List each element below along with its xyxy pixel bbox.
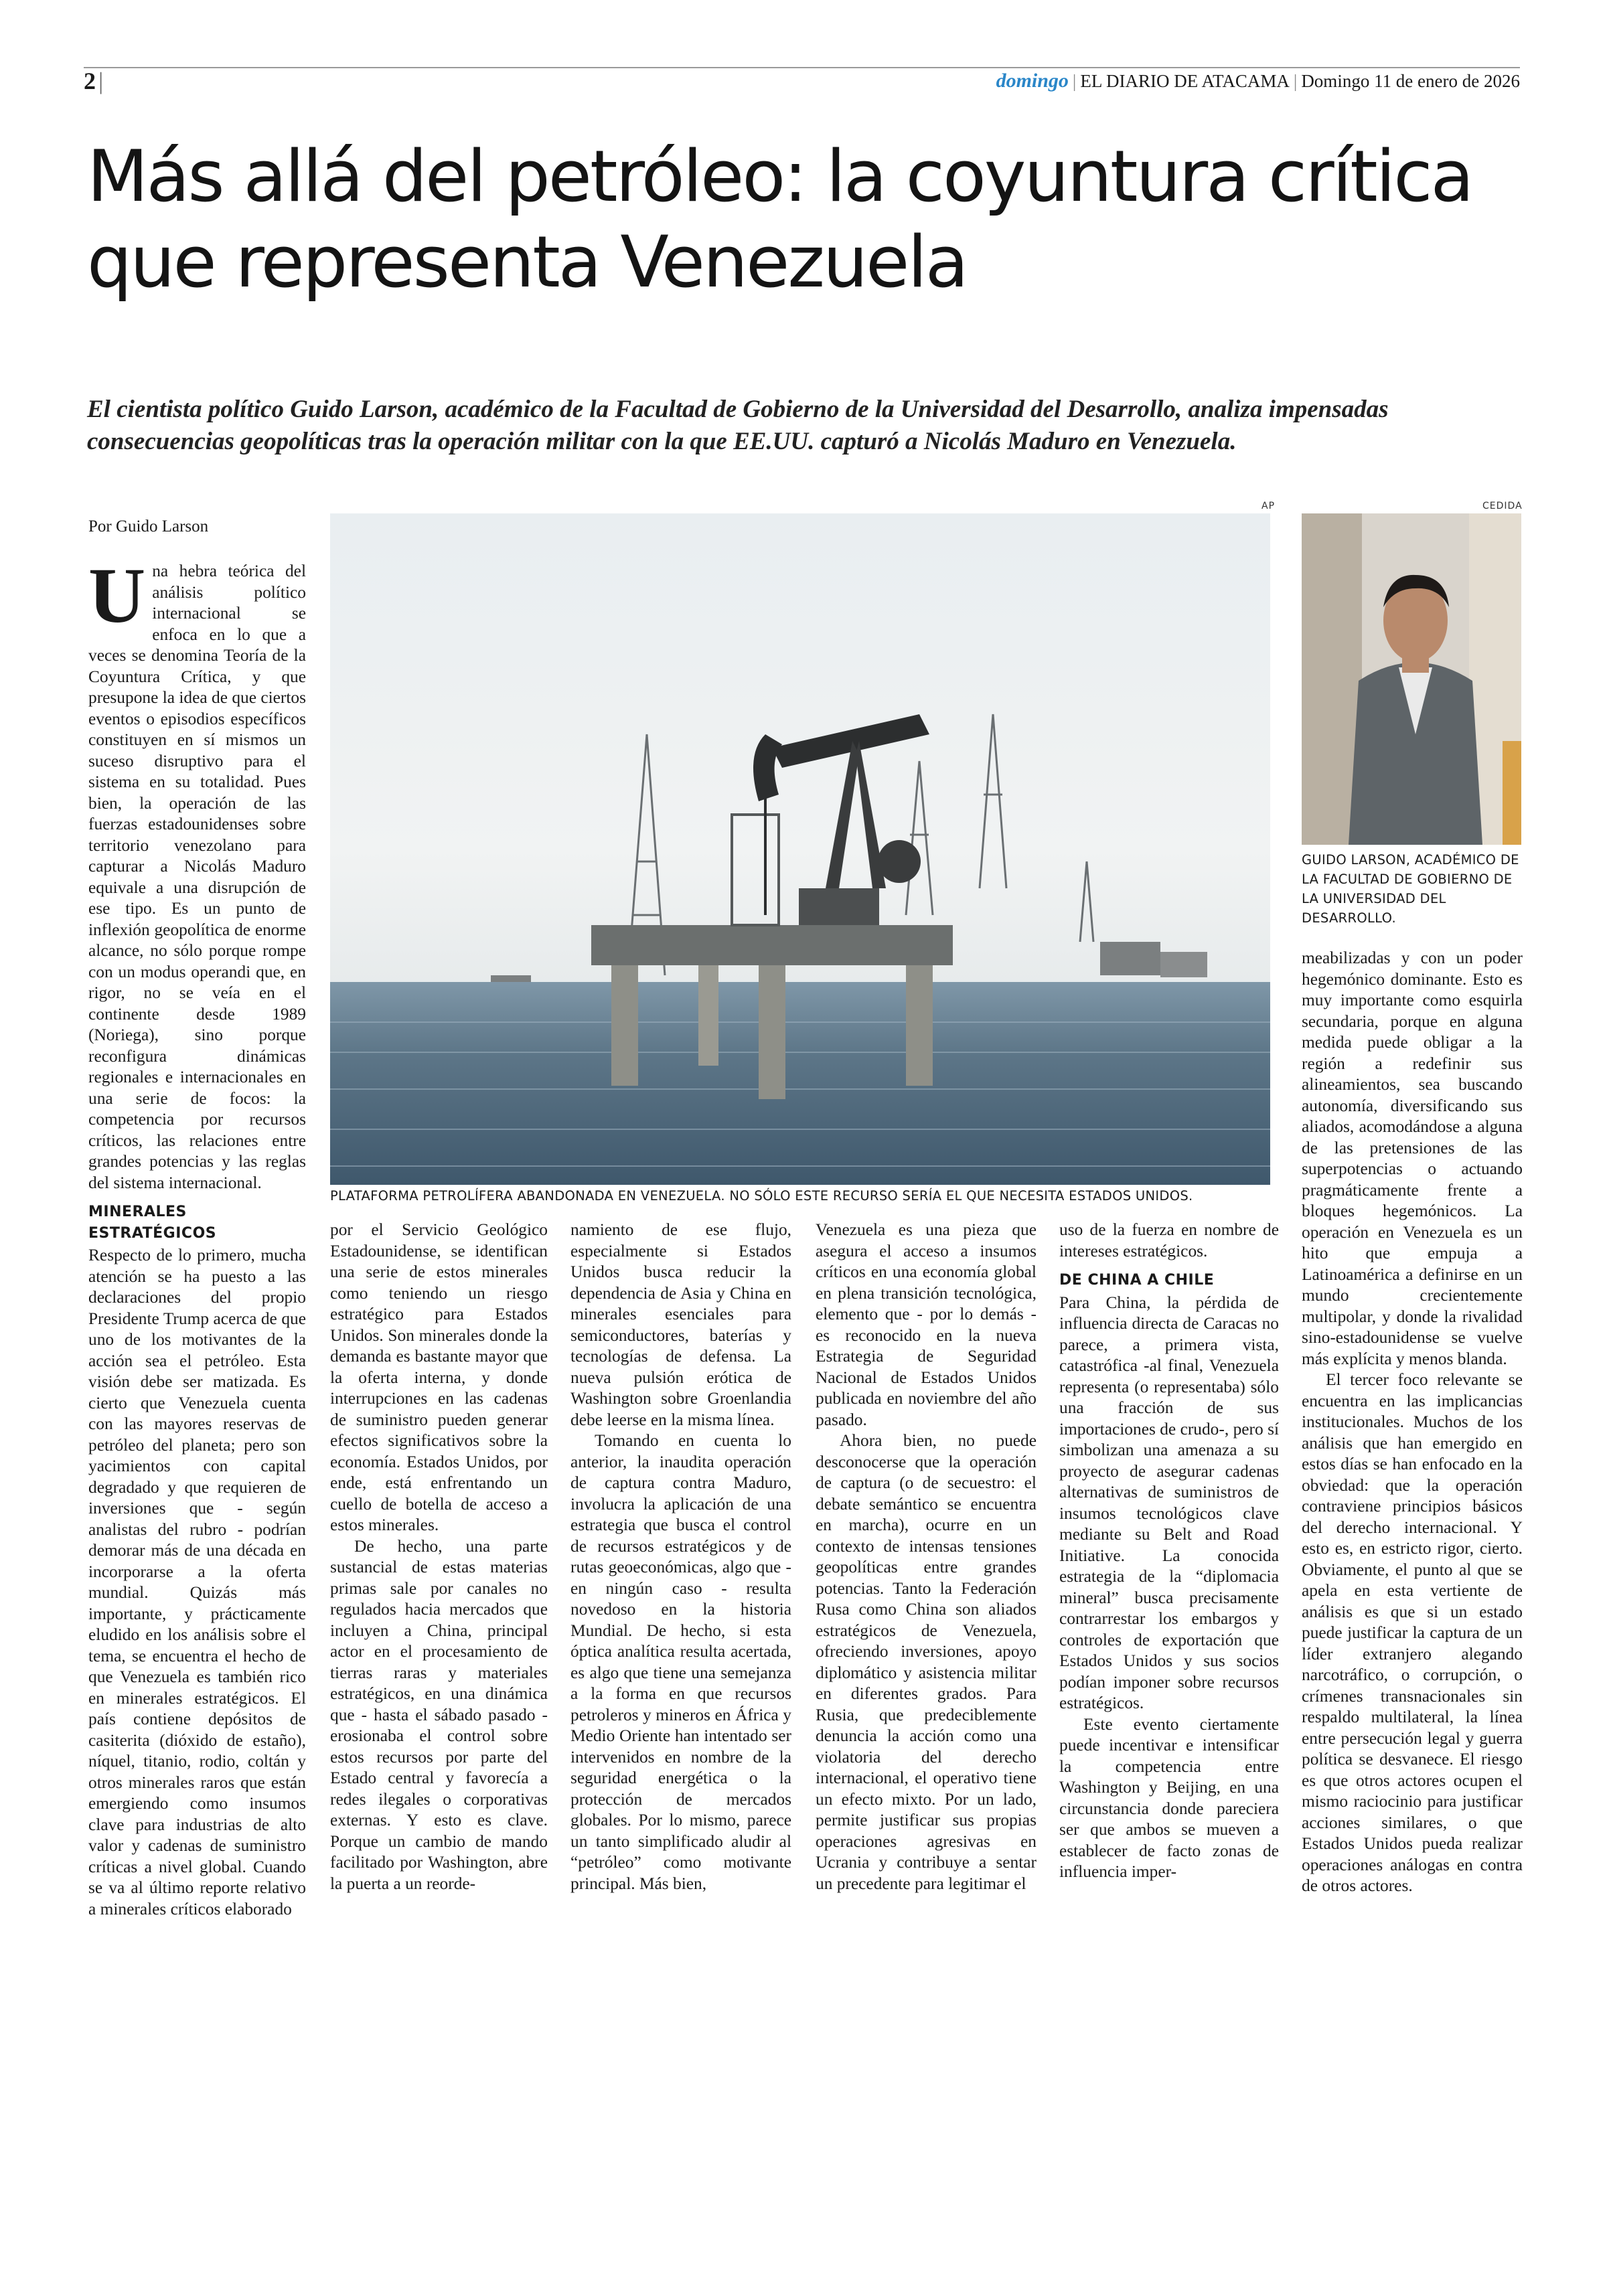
headline: Más allá del petróleo: la coyuntura crítica que representa Venezuela: [87, 135, 1472, 303]
portrait-caption: GUIDO LARSON, ACADÉMICO DE LA FACULTAD DE GOBIERNO DE LA UNIVERSIDAD DEL DESARROLLO.: [1302, 852, 1519, 926]
page-number: 2 |: [84, 68, 104, 94]
column-6: [1302, 948, 1523, 1897]
header-rule: [84, 67, 1520, 68]
paragraph: Ahora bien, no puede desconocerse que la operación de captura (o de secuestro: el debate semántico se encuentra en marcha), ocurre en un contexto de intensas tensiones geopolíticas entre grandes potencias. Tanto la Federación Rusa como China son aliados estratégicos de Venezuela, ofreciendo inversiones, apoyo diplomático y asistencia militar en diferentes grados. Para Rusia, que predeciblemente denuncia la acción como una violatoria del derecho internacional, el operativo tiene un efecto mixto. Por un lado, permite justificar sus propias operaciones agresivas en Ucrania y contribuye a sentar un precedente para legitimar el: [816, 1431, 1037, 1893]
byline: Por Guido Larson: [88, 517, 209, 536]
publication-name: EL DIARIO DE ATACAMA: [1080, 71, 1290, 91]
paragraph: De hecho, una parte sustancial de estas materias primas sale por canales no regulados hacia mercados que incluyen a China, principal actor en el procesamiento de tierras raras y materiales estratégicos, en una dinámica que - hasta el sábado pasado - erosionaba el control sobre estos recursos por parte del Estado central y favorecía a redes ilegales o corporativas externas. Y esto es clave. Porque un cambio de mando facilitado por Washington, abre la puerta a un reorde-: [330, 1536, 548, 1893]
drop-cap: U: [88, 552, 146, 639]
subheading-minerales: MINERALES ESTRATÉGICOS: [88, 1204, 217, 1242]
paragraph: namiento de ese flujo, especialmente si Estados Unidos busca reducir la dependencia de Asia y China en minerales esenciales para semiconductores, baterías y tecnologías de defensa. La nueva pulsión erótica de Washington sobre Groenlandia debe leerse en la misma línea.: [570, 1220, 791, 1429]
oil-platform-photo: [330, 513, 1270, 1185]
masthead: domingo | EL DIARIO DE ATACAMA | Domingo 11 de enero de 2026: [996, 70, 1520, 92]
portrait-credit: CEDIDA: [1482, 501, 1523, 511]
column-4: [816, 1220, 1037, 1894]
photo-caption: PLATAFORMA PETROLÍFERA ABANDONADA EN VENEZUELA. NO SÓLO ESTE RECURSO SERÍA EL QUE NECESITA ESTADOS UNIDOS.: [330, 1188, 1193, 1204]
paragraph: Tomando en cuenta lo anterior, la inaudita operación de captura contra Maduro, involucra la aplicación de una estrategia que busca el control de recursos estratégicos y de rutas geoeconómicas, algo que - en ningún caso - resulta novedoso en la historia Mundial. De hecho, si esta óptica analítica resulta acertada, es algo que tiene una semejanza a la forma en que recursos petroleros y mineros en África y Medio Oriente han intentado ser intervenidos en nombre de la seguridad energética o la protección de mercados globales. Por lo mismo, parece un tanto simplificado aludir al “petróleo” como motivante principal. Más bien,: [570, 1431, 791, 1893]
paragraph: Respecto de lo primero, mucha atención se ha puesto a las declaraciones del propio Presidente Trump acerca de que uno de los motivantes de la acción sea el petróleo. Esta visión debe ser matizada. Es cierto que Venezuela cuenta con las mayores reservas de petróleo del planeta; pero son yacimientos con capital degradado y que requieren de inversiones que - según analistas del rubro - podrían demorar más de una década en incorporarse a la oferta mundial. Quizás más importante, y prácticamente eludido en los análisis sobre el tema, se encuentra el hecho de que Venezuela es también rico en minerales estratégicos. El país contiene depósitos de casiterita (dióxido de estaño), níquel, titanio, rodio, coltán y otros minerales raros que están emergiendo como insumos clave para industrias de alto valor y cadenas de suministro críticas a nivel global. Cuando se va al último reporte relativo a minerales críticos elaborado: [88, 1246, 306, 1918]
paragraph: Venezuela es una pieza que asegura el acceso a insumos críticos en una economía global en plena transición tecnológica, elemento que - por lo demás - es reconocido en la nueva Estrategia de Seguridad Nacional de Estados Unidos publicada en noviembre del año pasado.: [816, 1220, 1037, 1429]
paragraph: Este evento ciertamente puede incentivar e intensificar la competencia entre Washington y Beijing, en una circunstancia donde pareciera ser que ambos se mueven a establecer de facto zonas de influencia imper-: [1059, 1714, 1279, 1881]
column-3: [570, 1220, 791, 1894]
column-1: [88, 552, 307, 1920]
paragraph: por el Servicio Geológico Estadounidense, se identifican una serie de estos minerales como teniendo un riesgo estratégico para Estados Unidos. Son minerales donde la demanda es bastante mayor que la oferta interna, y donde interrupciones en las cadenas de suministro pueden generar efectos significativos sobre la economía. Estados Unidos, por ende, está enfrentando un cuello de botella de acceso a estos minerales.: [330, 1220, 548, 1534]
paragraph: El tercer foco relevante se encuentra en las implicancias institucionales. Muchos de los análisis que han emergido en estos días se han enfocado en la obviedad: que la operación contraviene principios básicos del derecho internacional. Y esto es, en estricto rigor, cierto. Obviamente, el punto al que se apela en esta vertiente de análisis es que si un estado puede justificar la captura de un líder extranjero alegando narcotráfico, o corrupción, o crímenes transnacionales sin respaldo multilateral, la línea entre persecución legal y guerra política se desvanece. El riesgo es que otros actores ocupen el mismo raciocinio para justificar acciones similares, o que Estados Unidos pueda realizar operaciones análogas en contra de otros actores.: [1302, 1370, 1523, 1895]
photo-credit: AP: [1261, 501, 1276, 511]
subheading-china-chile: DE CHINA A CHILE: [1059, 1272, 1215, 1289]
paragraph: Para China, la pérdida de influencia directa de Caracas no parece, a primera vista, catastrófica -al final, Venezuela representa (o representaba) sólo una fracción de sus importaciones de crudo-, pero sí simbolizan una amenaza a su proyecto de asegurar cadenas alternativas de suministros de insumos tecnológicos clave mediante su Belt and Road Initiative. La conocida estrategia de la “diplomacia mineral” busca precisamente contrarrestar los embargos y controles de exportación que Estados Unidos y sus socios podían imponer sobre recursos estratégicos.: [1059, 1293, 1279, 1712]
column-2: [330, 1220, 548, 1894]
paragraph: uso de la fuerza en nombre de intereses estratégicos.: [1059, 1220, 1279, 1260]
section-name: domingo: [996, 70, 1069, 92]
paragraph: meabilizadas y con un poder hegemónico dominante. Esto es muy importante como esquirla secundaria, porque en alguna medida puede obligar a la región a redefinir sus alineamientos, sea buscando autonomía, diversificando sus aliados, acomodándose a alguna de las pretensiones de las superpotencias o actuando pragmáticamente frente a bloques hegemónicos. La operación en Venezuela es un hito que empuja a Latinoamérica a definirse en un mundo crecientemente multipolar, y donde la rivalidad sino-estadounidense se vuelve más explícita y menos blanda.: [1302, 949, 1523, 1368]
paragraph: na hebra teórica del análisis político internacional se enfoca en lo que a veces se denomina Teoría de la Coyuntura Crítica, y que presupone la idea de que ciertos eventos o episodios específicos constituyen en sí mismos un suceso disruptivo para el sistema en su totalidad. Pues bien, la operación de las fuerzas estadounidenses sobre territorio venezolano para capturar a Nicolás Maduro equivale a una disrupción de ese tipo. Es un punto de inflexión geopolítica de enorme alcance, no sólo porque rompe con un modus operandi que, en rigor, no se veía en el continente desde 1989 (Noriega), sino porque reconfigura dinámicas regionales e internacionales en una serie de focos: la competencia por recursos críticos, las relaciones entre grandes potencias y las reglas del sistema internacional.: [88, 562, 307, 1192]
column-5: [1059, 1220, 1279, 1883]
issue-date: Domingo 11 de enero de 2026: [1301, 71, 1520, 91]
author-portrait: [1302, 513, 1521, 845]
deck: El cientista político Guido Larson, académico de la Facultad de Gobierno de la Universidad del Desarrollo, analiza impensadas consecuencias geopolíticas tras la operación militar con la que EE.UU. capturó a Nicolás Maduro en Venezuela.: [87, 396, 1389, 455]
